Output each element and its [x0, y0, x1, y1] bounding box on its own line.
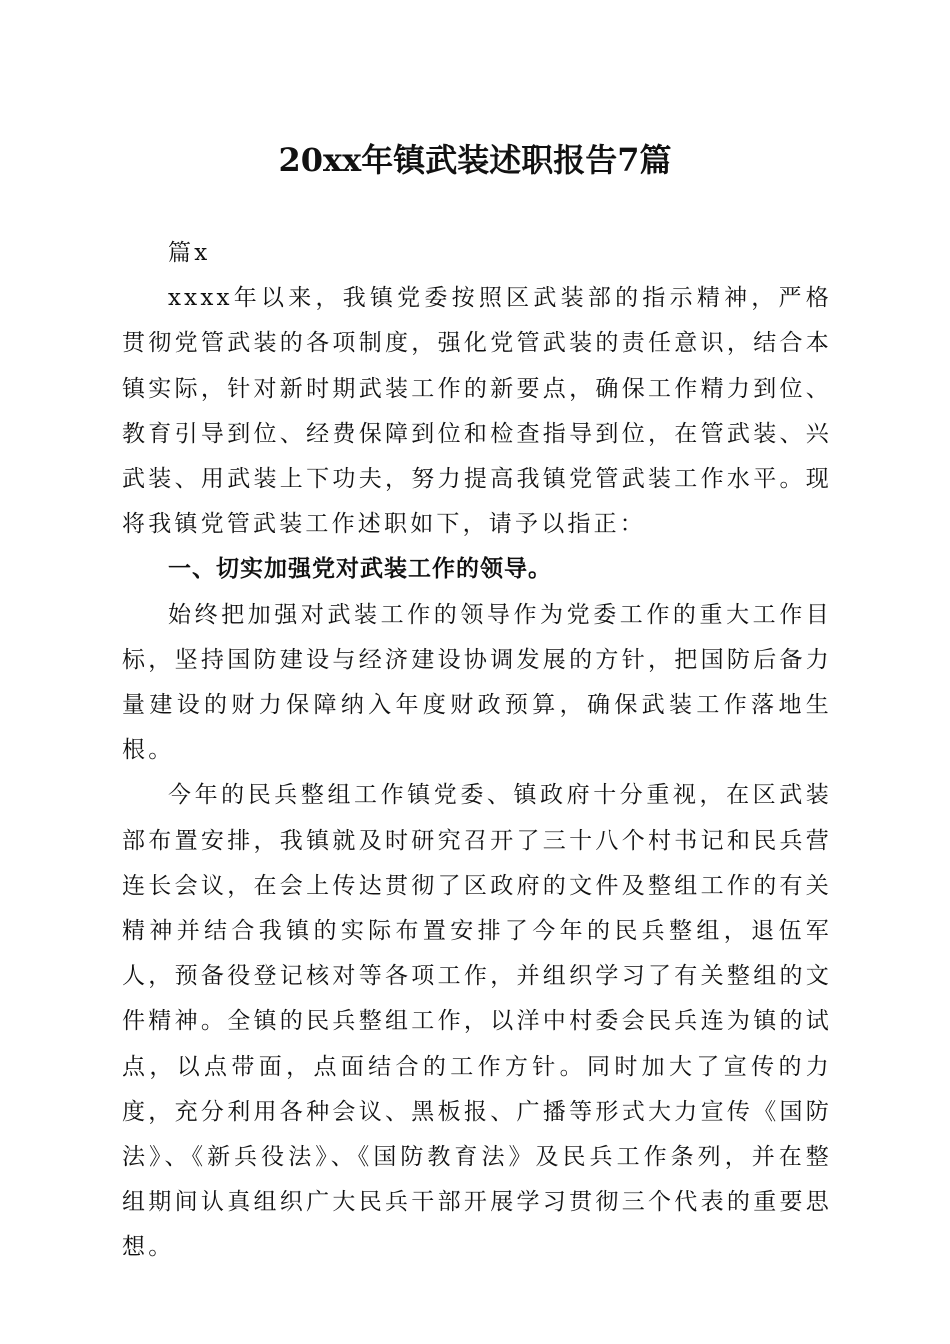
document-title: 20xx年镇武装述职报告7篇 — [278, 141, 672, 179]
paragraph-1: 始终把加强对武装工作的领导作为党委工作的重大工作目标，坚持国防建设与经济建设协调发展的方针，把国防后备力量建设的财力保障纳入年度财政预算，确保武装工作落地生根。 — [122, 601, 832, 764]
section-label: 篇x — [168, 240, 211, 266]
document-body — [122, 231, 832, 1271]
paragraph-intro: xxxx年以来，我镇党委按照区武装部的指示精神，严格贯彻党管武装的各项制度，强化党管武装的责任意识，结合本镇实际，针对新时期武装工作的新要点，确保工作精力到位、教育引导到位、经费保障到位和检查指导到位，在管武装、兴武装、用武装上下功夫，努力提高我镇党管武装工作水平。现将我镇党管武装工作述职如下，请予以指正： — [122, 285, 832, 538]
paragraph-2: 今年的民兵整组工作镇党委、镇政府十分重视，在区武装部布置安排，我镇就及时研究召开了三十八个村书记和民兵营连长会议，在会上传达贯彻了区政府的文件及整组工作的有关精神并结合我镇的实际布置安排了今年的民兵整组，退伍军人，预备役登记核对等各项工作，并组织学习了有关整组的文件精神。全镇的民兵整组工作，以洋中村委会民兵连为镇的试点，以点带面，点面结合的工作方针。同时加大了宣传的力度，充分利用各种会议、黑板报、广播等形式大力宣传《国防法》、《新兵役法》、《国防教育法》及民兵工作条列，并在整组期间认真组织广大民兵干部开展学习贯彻三个代表的重要思想。 — [122, 782, 832, 1261]
section-heading-1: 一、切实加强党对武装工作的领导。 — [168, 556, 552, 583]
